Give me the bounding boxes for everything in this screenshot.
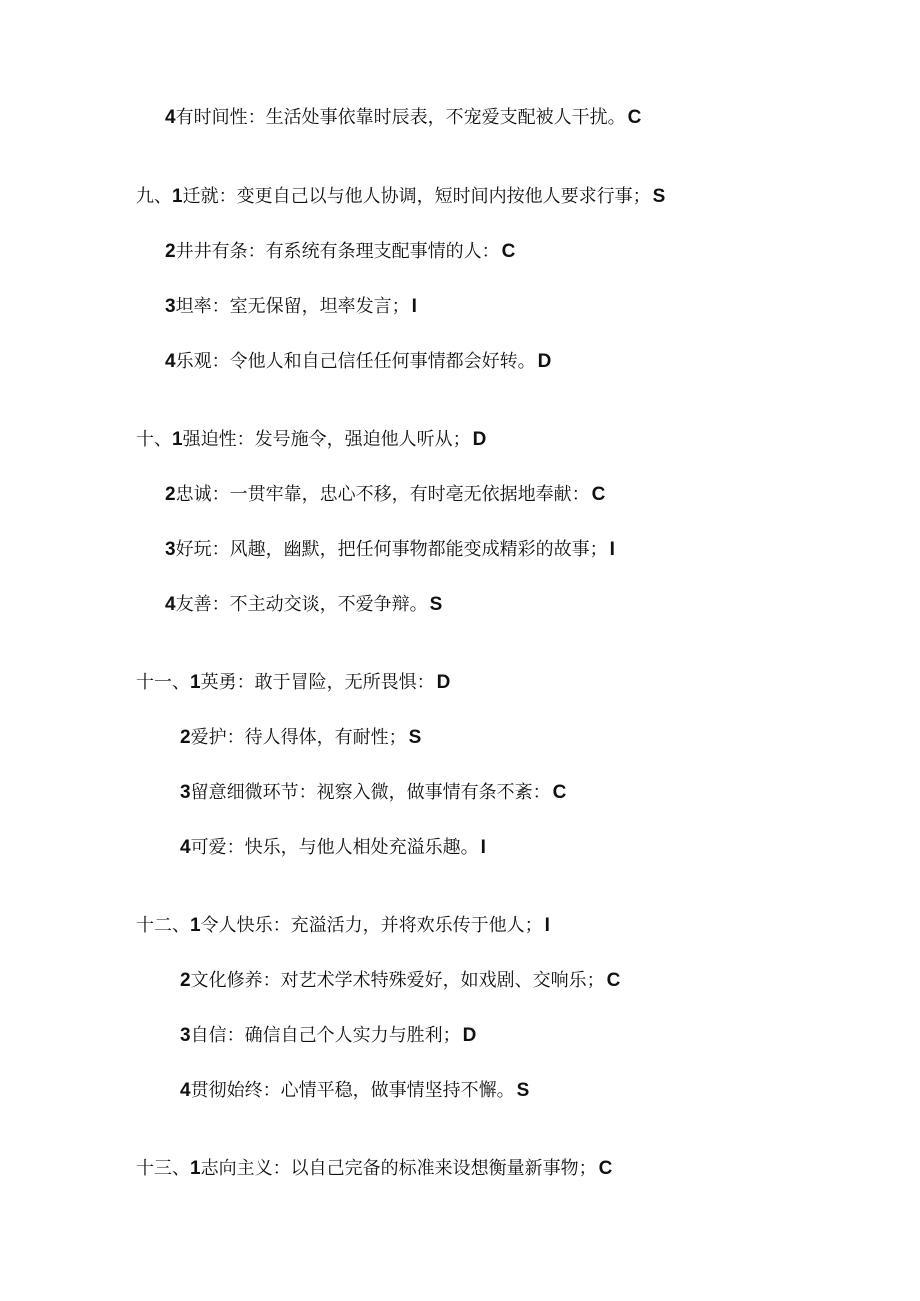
item-10-3 <box>165 538 615 562</box>
item-type-letter: C <box>501 241 516 262</box>
item-type-letter: D <box>537 351 552 372</box>
item-text: 忠诚：一贯牢靠，忠心不移，有时亳无依据地奉献： <box>175 484 590 505</box>
item-9-4 <box>165 350 551 374</box>
item-text: 贯彻始终：心情平稳，做事情坚持不懈。 <box>190 1080 515 1101</box>
item-prefix: 十二、 <box>136 915 190 936</box>
item-number: 3 <box>180 1025 191 1046</box>
item-11-2 <box>180 726 421 750</box>
item-text: 令人快乐：充溢活力，并将欢乐传于他人； <box>200 915 543 936</box>
item-9-1 <box>136 185 665 209</box>
item-number: 2 <box>180 970 191 991</box>
item-prefix: 九、 <box>136 186 172 207</box>
item-text: 乐观：令他人和自己信任任何事情都会好转。 <box>175 351 536 372</box>
item-type-letter: I <box>544 915 550 936</box>
item-text: 好玩：风趣，幽默，把任何事物都能变成精彩的故事； <box>175 539 608 560</box>
item-text: 有时间性：生活处事依靠时辰表，不宠爱支配被人干扰。 <box>175 107 626 128</box>
item-type-letter: S <box>516 1080 530 1101</box>
item-type-letter: C <box>598 1158 613 1179</box>
item-type-letter: I <box>411 296 417 317</box>
item-text: 友善：不主动交谈，不爱争辩。 <box>175 594 428 615</box>
item-11-1 <box>136 671 450 695</box>
item-number: 1 <box>190 1158 201 1179</box>
item-prefix: 十一、 <box>136 672 190 693</box>
item-11-4 <box>180 836 486 860</box>
item-number: 1 <box>190 915 201 936</box>
item-number: 4 <box>165 107 176 128</box>
item-number: 2 <box>165 241 176 262</box>
item-type-letter: C <box>606 970 621 991</box>
item-9-2 <box>165 240 515 264</box>
item-text: 爱护：待人得体，有耐性； <box>190 727 407 748</box>
item-text: 坦率：室无保留，坦率发言； <box>175 296 410 317</box>
item-text: 自信：确信自己个人实力与胜利； <box>190 1025 461 1046</box>
item-9-3 <box>165 295 417 319</box>
item-12-2 <box>180 969 620 993</box>
item-type-letter: I <box>480 837 486 858</box>
item-type-letter: D <box>462 1025 477 1046</box>
item-text: 留意细微环节：视察入微，做事情有条不紊： <box>190 782 551 803</box>
item-text: 迁就：变更自己以与他人协调，短时间内按他人要求行事； <box>182 186 651 207</box>
item-number: 3 <box>165 539 176 560</box>
item-12-3 <box>180 1024 476 1048</box>
item-number: 1 <box>172 186 183 207</box>
item-number: 4 <box>165 594 176 615</box>
item-number: 4 <box>180 1080 191 1101</box>
item-type-letter: C <box>552 782 567 803</box>
item-number: 2 <box>180 727 191 748</box>
item-10-2 <box>165 483 605 507</box>
item-text: 英勇：敢于冒险，无所畏惧： <box>200 672 435 693</box>
item-12-4 <box>180 1079 529 1103</box>
item-text: 强迫性：发号施令，强迫他人听从； <box>182 429 471 450</box>
item-number: 1 <box>172 429 183 450</box>
item-8-4 <box>165 106 641 130</box>
item-number: 1 <box>190 672 201 693</box>
item-11-3 <box>180 781 566 805</box>
item-type-letter: S <box>408 727 422 748</box>
item-12-1 <box>136 914 550 938</box>
item-number: 2 <box>165 484 176 505</box>
item-type-letter: S <box>429 594 443 615</box>
item-13-1 <box>136 1157 612 1181</box>
item-prefix: 十三、 <box>136 1158 190 1179</box>
item-text: 文化修养：对艺术学术特殊爱好，如戏剧、交响乐； <box>190 970 605 991</box>
item-text: 志向主义：以自己完备的标准来设想衡量新事物； <box>200 1158 597 1179</box>
item-prefix: 十、 <box>136 429 172 450</box>
item-text: 井井有条：有系统有条理支配事情的人： <box>175 241 500 262</box>
item-type-letter: S <box>652 186 666 207</box>
item-number: 3 <box>165 296 176 317</box>
item-text: 可爱：快乐，与他人相处充溢乐趣。 <box>190 837 479 858</box>
item-type-letter: I <box>609 539 615 560</box>
item-number: 3 <box>180 782 191 803</box>
item-type-letter: D <box>472 429 487 450</box>
item-number: 4 <box>180 837 191 858</box>
item-type-letter: C <box>627 107 642 128</box>
item-type-letter: D <box>436 672 451 693</box>
item-10-1 <box>136 428 486 452</box>
item-type-letter: C <box>591 484 606 505</box>
item-number: 4 <box>165 351 176 372</box>
item-10-4 <box>165 593 442 617</box>
